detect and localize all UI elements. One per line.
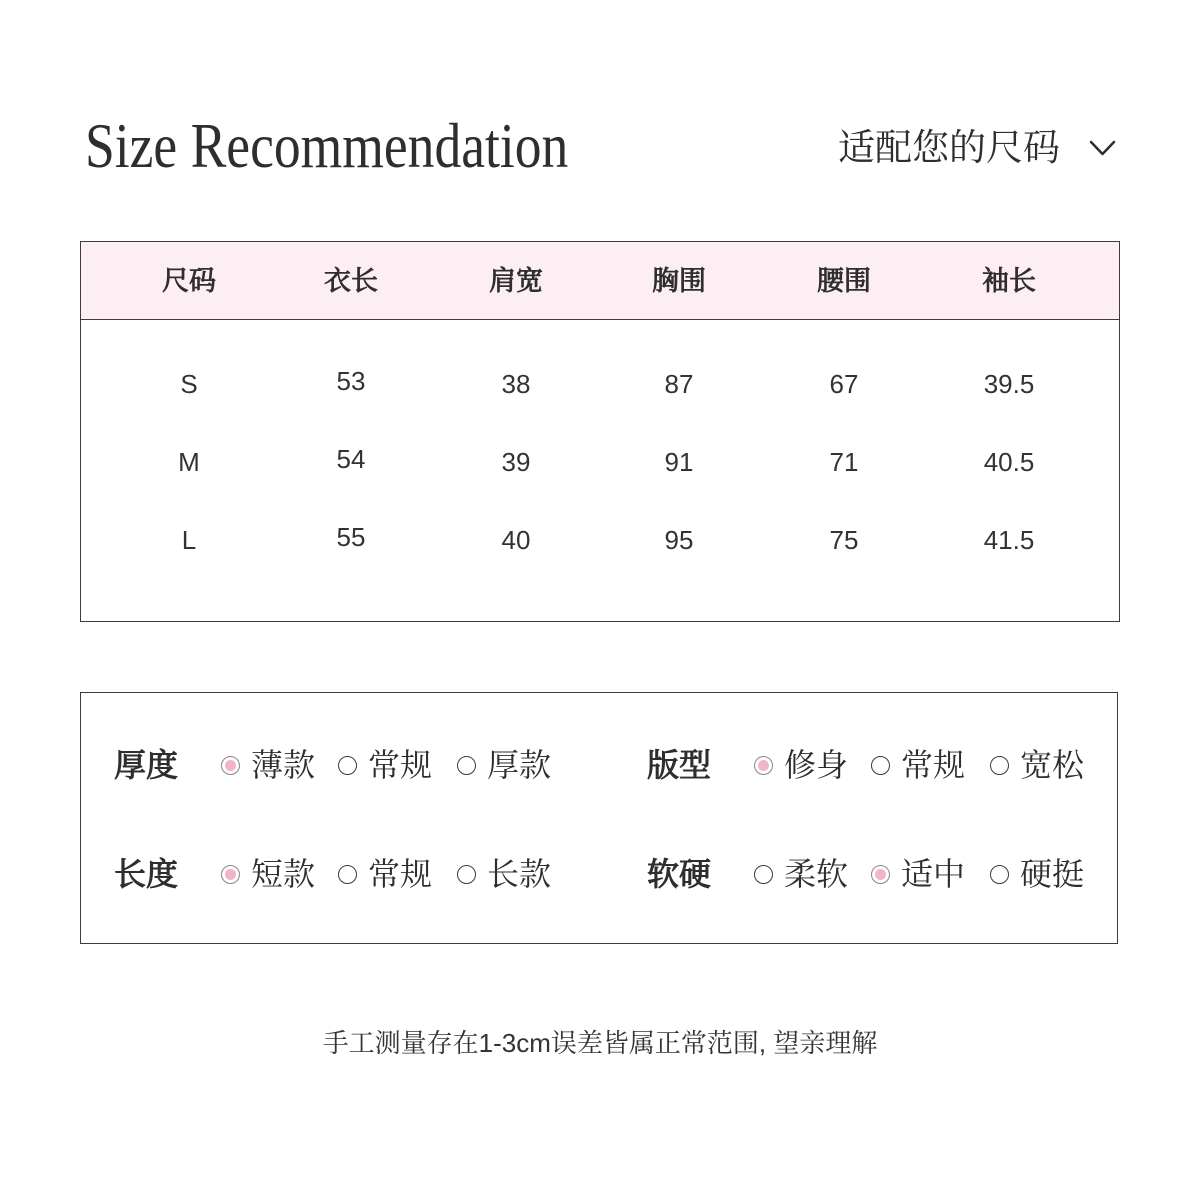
option-label: 长款: [487, 856, 552, 892]
cell-sleeve: 41.5: [983, 525, 1035, 555]
size-selector-label: 适配您的尺码: [838, 127, 1060, 168]
cell-size: M: [178, 447, 200, 477]
attribute-label: 厚度: [114, 747, 179, 783]
table-row-s: [81, 364, 1119, 404]
cell-sleeve: 39.5: [983, 369, 1035, 399]
header-cell-length: 衣长: [324, 266, 378, 296]
cell-length: 53: [336, 366, 366, 396]
radio-icon[interactable]: [338, 756, 357, 775]
option-label: 常规: [368, 747, 433, 783]
page-title: Size Recommendation: [85, 111, 569, 181]
option-thick[interactable]: [457, 743, 551, 787]
cell-shoulder: 40: [501, 525, 531, 555]
cell-size: L: [181, 525, 197, 555]
cell-chest: 91: [664, 447, 694, 477]
chevron-down-icon[interactable]: [1089, 140, 1116, 157]
attribute-fit: [647, 743, 1107, 787]
header-cell-chest: 胸围: [652, 266, 706, 296]
option-stiff[interactable]: [990, 852, 1084, 896]
table-header-row: [81, 242, 1119, 320]
option-slim[interactable]: [754, 743, 848, 787]
attribute-label: 版型: [647, 747, 712, 783]
header-cell-sleeve: 袖长: [982, 266, 1036, 296]
option-label: 适中: [901, 856, 966, 892]
header-cell-waist: 腰围: [817, 266, 871, 296]
option-medium[interactable]: [871, 852, 965, 896]
option-soft[interactable]: [754, 852, 848, 896]
table-row-m: [81, 442, 1119, 482]
cell-length: 55: [336, 522, 366, 552]
option-regular[interactable]: [338, 743, 432, 787]
option-label: 硬挺: [1020, 856, 1085, 892]
radio-icon[interactable]: [990, 756, 1009, 775]
option-label: 柔软: [784, 856, 849, 892]
header-cell-size: 尺码: [162, 266, 216, 296]
attribute-label: 长度: [114, 856, 179, 892]
radio-icon[interactable]: [871, 756, 890, 775]
option-long[interactable]: [457, 852, 551, 896]
radio-icon[interactable]: [990, 865, 1009, 884]
option-regular[interactable]: [871, 743, 965, 787]
option-label: 常规: [368, 856, 433, 892]
cell-waist: 67: [829, 369, 859, 399]
option-label: 常规: [901, 747, 966, 783]
option-label: 修身: [784, 747, 849, 783]
cell-shoulder: 39: [501, 447, 531, 477]
option-label: 薄款: [251, 747, 316, 783]
cell-chest: 87: [664, 369, 694, 399]
radio-icon[interactable]: [457, 756, 476, 775]
cell-shoulder: 38: [501, 369, 531, 399]
radio-icon[interactable]: [457, 865, 476, 884]
size-table: [80, 241, 1120, 622]
attribute-label: 软硬: [647, 856, 712, 892]
option-thin[interactable]: [221, 743, 315, 787]
table-row-l: [81, 520, 1119, 560]
cell-size: S: [180, 369, 198, 399]
cell-sleeve: 40.5: [983, 447, 1035, 477]
option-label: 厚款: [487, 747, 552, 783]
option-label: 宽松: [1020, 747, 1085, 783]
option-label: 短款: [251, 856, 316, 892]
radio-icon[interactable]: [754, 756, 773, 775]
measurement-note: 手工测量存在1-3cm误差皆属正常范围, 望亲理解: [322, 1028, 878, 1058]
cell-waist: 75: [829, 525, 859, 555]
radio-icon[interactable]: [338, 865, 357, 884]
radio-icon[interactable]: [221, 756, 240, 775]
attribute-thickness: [114, 743, 574, 787]
header-cell-shoulder: 肩宽: [489, 266, 543, 296]
radio-icon[interactable]: [221, 865, 240, 884]
option-regular[interactable]: [338, 852, 432, 896]
cell-waist: 71: [829, 447, 859, 477]
fabric-attributes-panel: [80, 692, 1118, 944]
attribute-softness: [647, 852, 1107, 896]
size-selector-dropdown[interactable]: [838, 128, 1116, 168]
option-loose[interactable]: [990, 743, 1084, 787]
attribute-length: [114, 852, 574, 896]
option-short[interactable]: [221, 852, 315, 896]
cell-length: 54: [336, 444, 366, 474]
cell-chest: 95: [664, 525, 694, 555]
radio-icon[interactable]: [871, 865, 890, 884]
radio-icon[interactable]: [754, 865, 773, 884]
